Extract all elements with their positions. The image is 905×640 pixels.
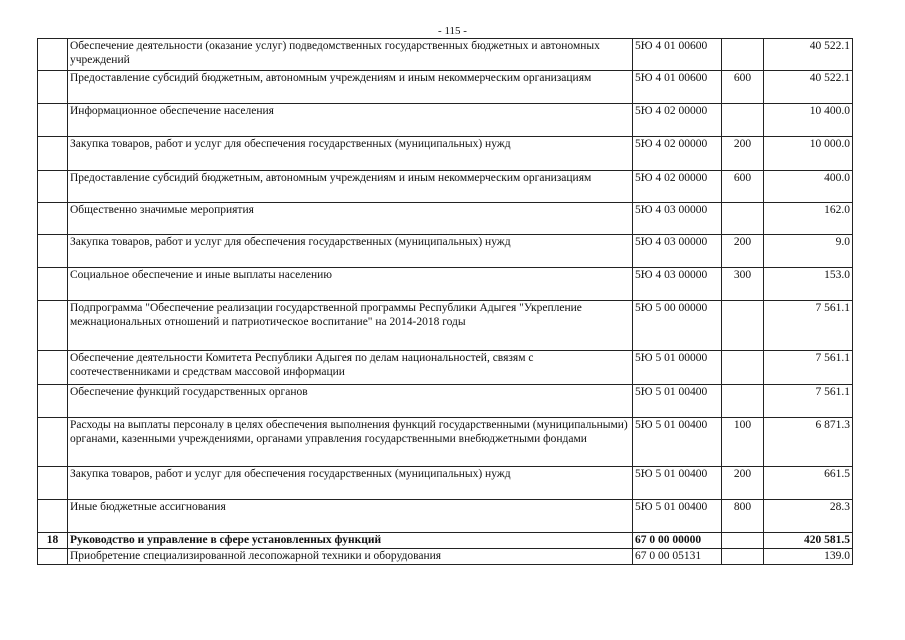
row-sum: 7 561.1 (764, 385, 853, 418)
row-number (38, 203, 68, 235)
row-name: Закупка товаров, работ и услуг для обеспечения государственных (муниципальных) нужд (68, 467, 633, 500)
row-number (38, 235, 68, 268)
row-expense-type (722, 549, 764, 565)
table-row (38, 533, 853, 549)
row-sum: 400.0 (764, 171, 853, 203)
row-number (38, 351, 68, 385)
row-code: 5Ю 4 01 00600 (633, 39, 722, 71)
row-name: Общественно значимые мероприятия (68, 203, 633, 235)
row-number (38, 104, 68, 137)
row-name: Обеспечение деятельности Комитета Республики Адыгея по делам национальностей, связям с соотечественниками и средствам массовой информации (68, 351, 633, 385)
row-name: Приобретение специализированной лесопожарной техники и оборудования (68, 549, 633, 565)
row-code: 5Ю 4 02 00000 (633, 171, 722, 203)
row-expense-type: 800 (722, 500, 764, 533)
table-row (38, 549, 853, 565)
table-row (38, 268, 853, 301)
row-expense-type (722, 104, 764, 137)
row-code: 5Ю 4 03 00000 (633, 268, 722, 301)
row-expense-type (722, 533, 764, 549)
row-name: Обеспечение функций государственных органов (68, 385, 633, 418)
row-sum: 139.0 (764, 549, 853, 565)
row-code: 5Ю 5 01 00400 (633, 418, 722, 467)
row-code: 67 0 00 05131 (633, 549, 722, 565)
row-sum: 10 000.0 (764, 137, 853, 171)
row-number (38, 171, 68, 203)
row-code: 5Ю 5 01 00400 (633, 500, 722, 533)
budget-table (37, 38, 853, 565)
row-sum: 40 522.1 (764, 71, 853, 104)
row-expense-type: 100 (722, 418, 764, 467)
row-sum: 9.0 (764, 235, 853, 268)
table-row (38, 39, 853, 71)
row-name: Иные бюджетные ассигнования (68, 500, 633, 533)
row-name: Расходы на выплаты персоналу в целях обеспечения выполнения функций государственными (муниципальными) органами, казенными учреждениями, органами управления государственными внебюджетными фондами (68, 418, 633, 467)
row-sum: 7 561.1 (764, 301, 853, 351)
row-expense-type (722, 203, 764, 235)
row-code: 5Ю 4 02 00000 (633, 104, 722, 137)
row-expense-type (722, 351, 764, 385)
row-sum: 661.5 (764, 467, 853, 500)
row-code: 5Ю 4 03 00000 (633, 235, 722, 268)
row-number (38, 71, 68, 104)
row-number (38, 467, 68, 500)
table-row (38, 418, 853, 467)
row-sum: 10 400.0 (764, 104, 853, 137)
row-code: 67 0 00 00000 (633, 533, 722, 549)
row-code: 5Ю 4 01 00600 (633, 71, 722, 104)
page-number: - 115 - (438, 25, 467, 37)
row-name: Социальное обеспечение и иные выплаты населению (68, 268, 633, 301)
row-name: Подпрограмма "Обеспечение реализации государственной программы Республики Адыгея "Укрепление межнациональных отношений и патриотическое воспитание" на 2014-2018 годы (68, 301, 633, 351)
table-row (38, 137, 853, 171)
row-number (38, 137, 68, 171)
table-row (38, 104, 853, 137)
table-row (38, 385, 853, 418)
table-row (38, 235, 853, 268)
row-expense-type: 300 (722, 268, 764, 301)
row-name: Предоставление субсидий бюджетным, автономным учреждениям и иным некоммерческим организациям (68, 171, 633, 203)
row-expense-type (722, 39, 764, 71)
row-name: Закупка товаров, работ и услуг для обеспечения государственных (муниципальных) нужд (68, 137, 633, 171)
row-sum: 420 581.5 (764, 533, 853, 549)
row-number (38, 418, 68, 467)
row-number (38, 301, 68, 351)
table-row (38, 467, 853, 500)
table-row (38, 203, 853, 235)
table-row (38, 171, 853, 203)
row-expense-type: 600 (722, 171, 764, 203)
table-row (38, 301, 853, 351)
row-code: 5Ю 5 00 00000 (633, 301, 722, 351)
row-name: Руководство и управление в сфере установленных функций (68, 533, 633, 549)
row-number (38, 268, 68, 301)
row-code: 5Ю 4 03 00000 (633, 203, 722, 235)
table-row (38, 71, 853, 104)
row-code: 5Ю 5 01 00400 (633, 467, 722, 500)
row-name: Закупка товаров, работ и услуг для обеспечения государственных (муниципальных) нужд (68, 235, 633, 268)
row-name: Обеспечение деятельности (оказание услуг) подведомственных государственных бюджетных и автономных учреждений (68, 39, 633, 71)
row-number (38, 500, 68, 533)
row-sum: 162.0 (764, 203, 853, 235)
row-expense-type (722, 301, 764, 351)
table-row (38, 351, 853, 385)
row-number (38, 39, 68, 71)
row-sum: 6 871.3 (764, 418, 853, 467)
row-code: 5Ю 5 01 00000 (633, 351, 722, 385)
row-expense-type (722, 385, 764, 418)
row-name: Предоставление субсидий бюджетным, автономным учреждениям и иным некоммерческим организациям (68, 71, 633, 104)
row-expense-type: 600 (722, 71, 764, 104)
row-name: Информационное обеспечение населения (68, 104, 633, 137)
table-row (38, 500, 853, 533)
row-expense-type: 200 (722, 137, 764, 171)
row-sum: 40 522.1 (764, 39, 853, 71)
row-expense-type: 200 (722, 235, 764, 268)
row-code: 5Ю 4 02 00000 (633, 137, 722, 171)
row-sum: 28.3 (764, 500, 853, 533)
row-number (38, 385, 68, 418)
row-sum: 153.0 (764, 268, 853, 301)
row-sum: 7 561.1 (764, 351, 853, 385)
row-code: 5Ю 5 01 00400 (633, 385, 722, 418)
row-number (38, 549, 68, 565)
row-number: 18 (38, 533, 68, 549)
row-expense-type: 200 (722, 467, 764, 500)
